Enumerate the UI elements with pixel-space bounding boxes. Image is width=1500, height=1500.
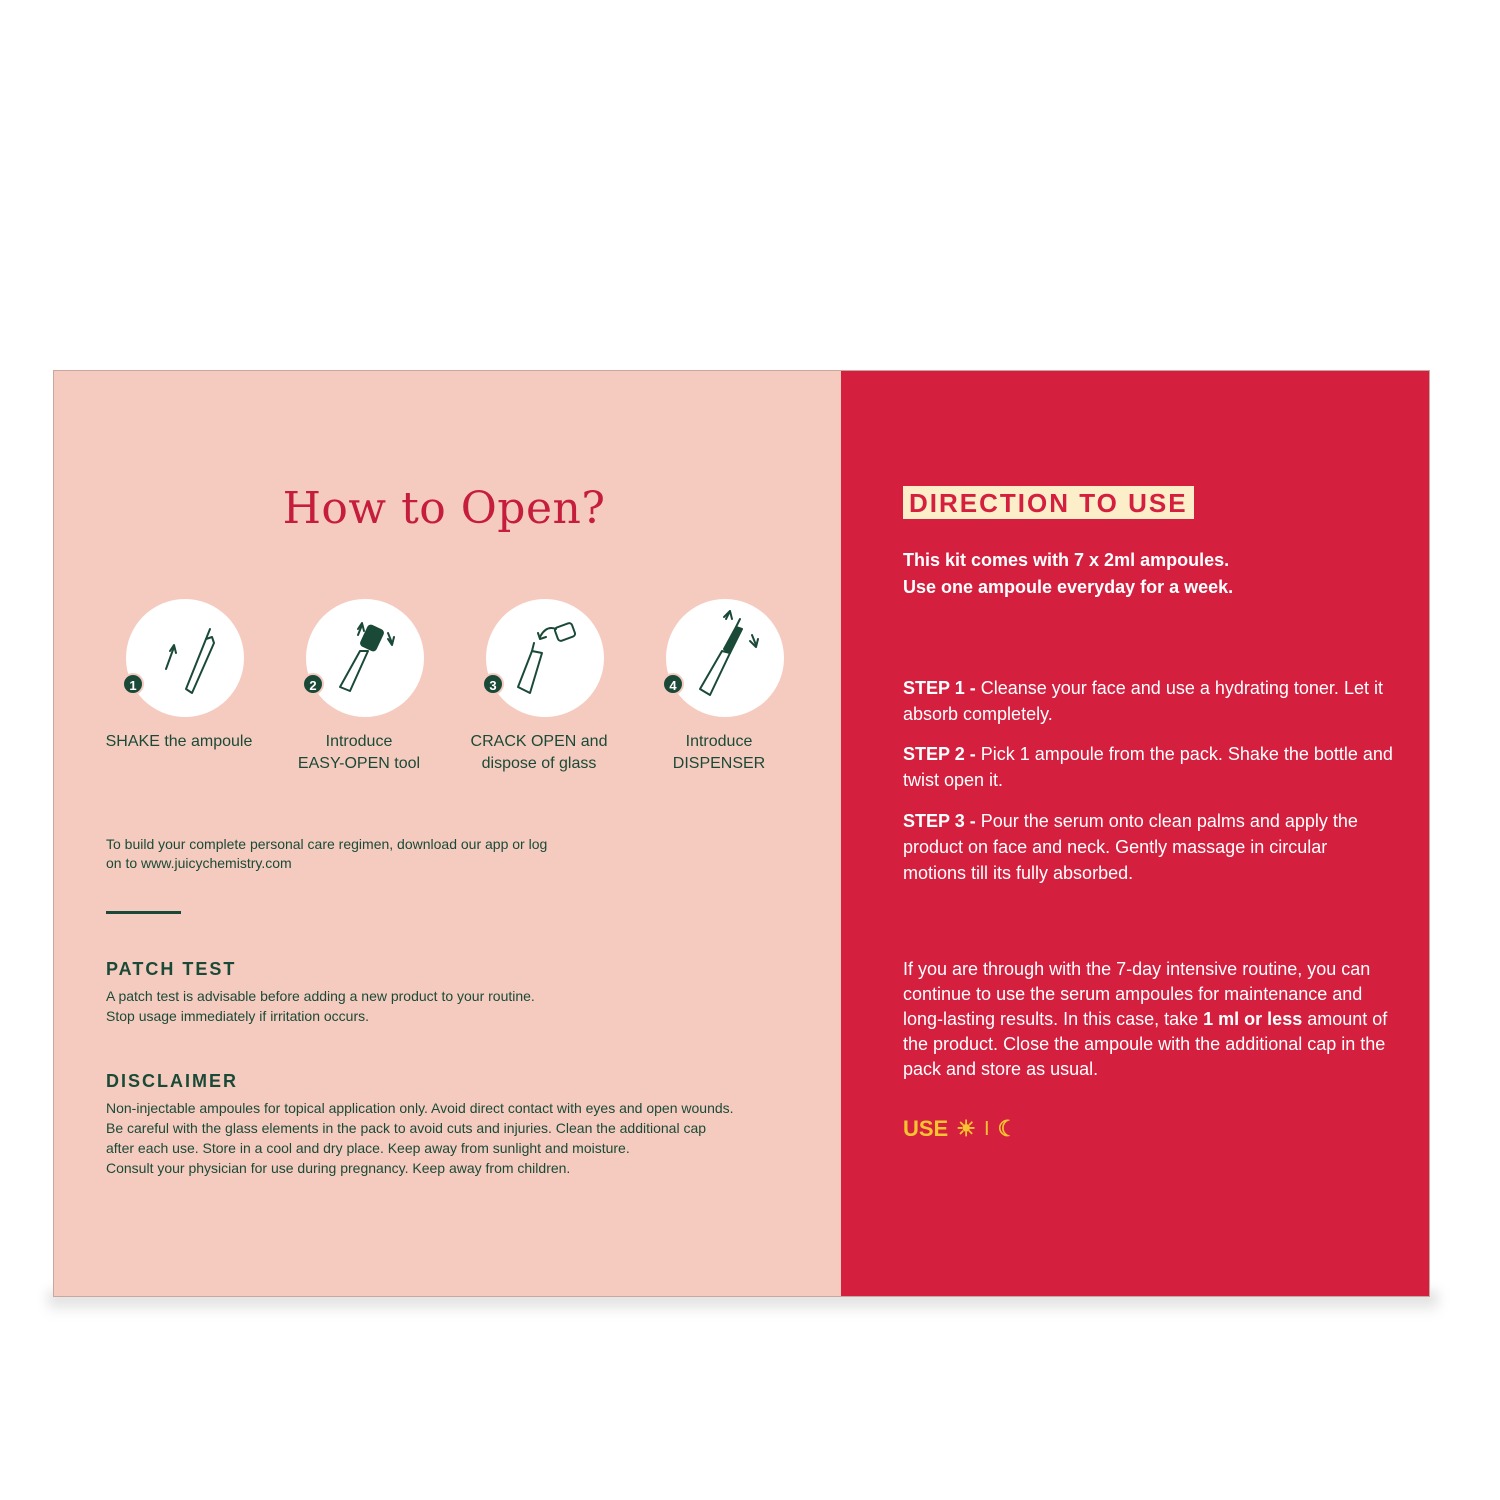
maintenance-text: If you are through with the 7-day intensive routine, you can continue to use the serum ampoules for maintenance and long-lasting results. In this case, take [903,959,1371,1029]
easy-open-tool-icon [306,599,424,717]
maintenance-text-end: amount of the product. Close the ampoule with the additional cap in the pack and store as usual. [903,1009,1388,1079]
product-box [53,370,1430,1297]
step-label [444,731,634,775]
kit-note-line1: This kit comes with 7 x 2ml ampoules. [903,550,1230,570]
disclaimer-body [106,1098,826,1178]
step-label-line1: Introduce [685,733,753,750]
opening-step-4 [634,599,804,789]
kit-note [903,547,1403,601]
how-to-open-panel [54,371,841,1296]
step-label [624,731,814,775]
app-note [106,835,626,873]
step-label-line1: Introduce [325,733,393,750]
step-body: Pick 1 ampoule from the pack. Shake the bottle and twist open it. [903,744,1393,790]
patch-test-title: PATCH TEST [106,959,237,979]
disclaimer-line3: after each use. Store in a cool and dry place. Keep away from sunlight and moisture. [106,1140,630,1156]
direction-panel [841,371,1429,1296]
app-note-line2: on to www.juicychemistry.com [106,855,292,871]
step-heading: STEP 1 - [903,678,976,698]
step-number-badge: 3 [482,673,504,695]
maintenance-dose: 1 ml or less [1203,1009,1303,1029]
moon-icon: ☾ [997,1116,1018,1141]
crack-open-icon [486,599,604,717]
direction-to-use-title: DIRECTION TO USE [903,486,1194,519]
disclaimer-line2: Be careful with the glass elements in the pack to avoid cuts and injuries. Clean the additional cap [106,1120,707,1136]
patch-test-line2: Stop usage immediately if irritation occurs. [106,1008,369,1024]
use-separator: I [983,1117,990,1140]
step-label-line2: dispose of glass [481,755,597,772]
direction-step-2 [903,741,1393,793]
dispenser-icon [666,599,784,717]
step-heading: STEP 3 - [903,811,976,831]
step-label [84,731,274,753]
patch-test-body [106,986,666,1026]
disclaimer-line4: Consult your physician for use during pregnancy. Keep away from children. [106,1160,571,1176]
kit-note-line2: Use one ampoule everyday for a week. [903,577,1234,597]
direction-step-1 [903,675,1393,727]
disclaimer-title: DISCLAIMER [106,1071,238,1091]
step-label-line1: CRACK OPEN and [470,733,608,750]
step-number-badge: 2 [302,673,324,695]
step-body: Cleanse your face and use a hydrating toner. Let it absorb completely. [903,678,1383,724]
step-label-line1: SHAKE the ampoule [105,733,253,750]
patch-test-line1: A patch test is advisable before adding a new product to your routine. [106,988,535,1004]
step-label [264,731,454,775]
opening-step-3 [454,599,624,789]
opening-step-1 [94,599,264,789]
sun-icon: ☀ [956,1116,976,1141]
disclaimer-line1: Non-injectable ampoules for topical application only. Avoid direct contact with eyes and open wounds. [106,1100,734,1116]
step-number-badge: 1 [122,673,144,695]
step-number-badge: 4 [662,673,684,695]
opening-steps [94,599,814,789]
app-note-line1: To build your complete personal care regimen, download our app or log [106,836,548,852]
step-body: Pour the serum onto clean palms and apply the product on face and neck. Gently massage in circular motions till its fully absorbed. [903,811,1358,883]
use-label: USE [903,1116,949,1141]
step-heading: STEP 2 - [903,744,976,764]
direction-step-3 [903,808,1393,886]
opening-step-2 [274,599,444,789]
step-label-line2: EASY-OPEN tool [297,755,421,772]
ampoule-shake-icon [126,599,244,717]
usage-time [903,1114,1017,1144]
step-label-line2: DISPENSER [672,755,766,772]
maintenance-note [903,957,1393,1082]
how-to-open-title: How to Open? [282,483,606,534]
divider [106,911,181,914]
